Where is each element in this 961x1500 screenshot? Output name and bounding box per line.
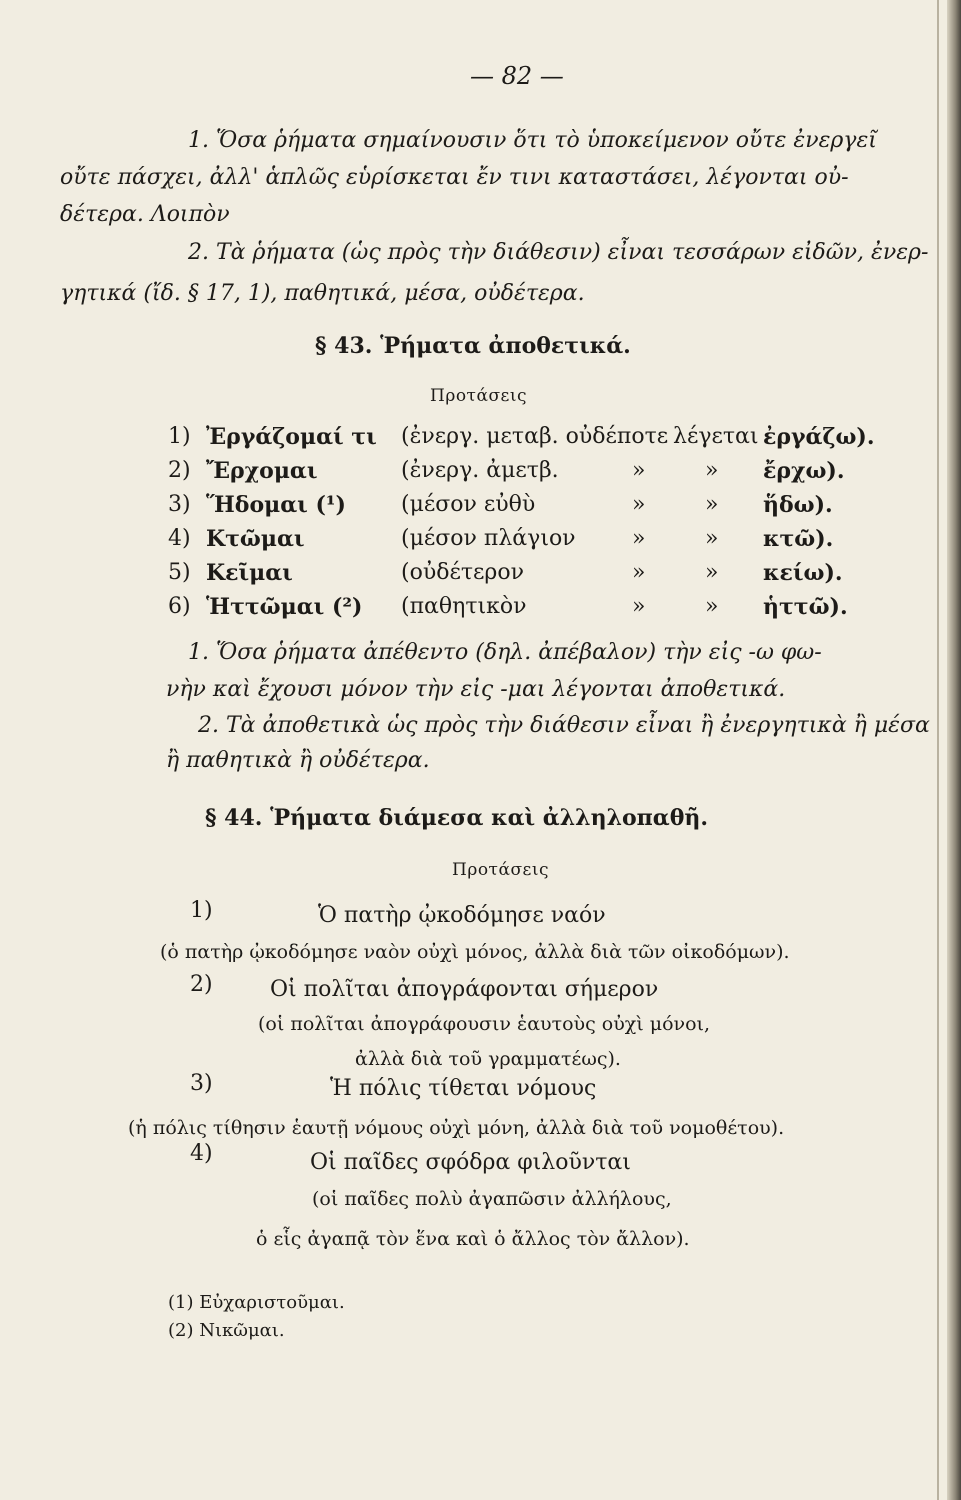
note-1-line-3: δέτερα. Λοιπὸν [60,202,230,227]
note-1-line-2: οὔτε πάσχει, ἀλλ' ἁπλῶς εὑρίσκεται ἔν τινι καταστάσει, λέγονται οὐ- [60,165,849,190]
section-43-title: § 43. Ῥήματα ἀποθετικά. [315,333,631,359]
proposition-number: 4) [190,1141,213,1166]
note-1-line-1: 1. Ὅσα ῥήματα σημαίνουσιν ὅτι τὸ ὑποκείμενον οὔτε ἐνεργεῖ [188,128,877,153]
example-description: (μέσον εὐθὺ [401,492,536,517]
note-2-line-2: γητικά (ἴδ. § 17, 1), παθητικά, μέσα, οὐδέτερα. [60,281,585,306]
page-edge-line [937,0,939,1500]
example-active-form: ἡττῶ). [763,594,848,620]
example-verb: Ἔρχομαι [206,458,318,484]
example-number: 3) [168,492,191,517]
example-ditto-1: λέγεται [673,424,759,449]
section-43-note-2-line-1: 2. Τὰ ἀποθετικὰ ὡς πρὸς τὴν διάθεσιν εἶναι ἢ ἐνεργητικὰ ἢ μέσα [198,713,930,738]
footnote-2: (2) Νικῶμαι. [168,1320,285,1341]
example-active-form: ἐργάζω). [763,424,875,450]
section-43-note-2-line-2: ἢ παθητικὰ ἢ οὐδέτερα. [166,748,430,773]
example-description: (παθητικὸν [401,594,527,619]
example-active-form: κτῶ). [763,526,834,552]
proposition-number: 1) [190,898,213,923]
book-spine-edge [947,0,961,1500]
section-43-note-1-line-1: 1. Ὅσα ῥήματα ἀπέθεντο (δηλ. ἀπέβαλον) τὴν εἰς -ω φω- [188,640,822,665]
example-number: 5) [168,560,191,585]
proposition-gloss: (ἡ πόλις τίθησιν ἑαυτῇ νόμους οὐχὶ μόνη, ἀλλὰ διὰ τοῦ νομοθέτου). [128,1117,785,1139]
example-active-form: ἥδω). [763,492,833,518]
example-ditto-2: » [705,458,719,483]
proposition-number: 3) [190,1071,213,1096]
proposition-gloss: ἀλλὰ διὰ τοῦ γραμματέως). [355,1048,621,1070]
note-2-line-1: 2. Τὰ ῥήματα (ὡς πρὸς τὴν διάθεσιν) εἶναι τεσσάρων εἰδῶν, ἐνερ- [188,240,929,265]
example-ditto-1: » [632,560,646,585]
proposition-text: Οἱ πολῖται ἀπογράφονται σήμερον [270,977,659,1002]
example-ditto-2: » [705,594,719,619]
example-number: 1) [168,424,191,449]
example-verb: Ἥδομαι (¹) [206,492,346,518]
example-verb: Ἐργάζομαί τι [206,424,377,450]
proposition-text: Οἱ παῖδες σφόδρα φιλοῦνται [310,1150,631,1175]
section-44-subheading: Προτάσεις [452,860,550,880]
example-number: 6) [168,594,191,619]
example-description: (ἐνεργ. ἀμετβ. [401,458,559,483]
proposition-text: Ἡ πόλις τίθεται νόμους [330,1076,597,1101]
section-43-note-1-line-2: νὴν καὶ ἔχουσι μόνον τὴν εἰς -μαι λέγονται ἀποθετικά. [166,677,786,702]
section-44-title: § 44. Ῥήματα διάμεσα καὶ ἀλληλοπαθῆ. [205,805,709,831]
example-ditto-1: » [632,492,646,517]
page-number: — 82 — [470,62,564,90]
proposition-text: Ὁ πατὴρ ᾠκοδόμησε ναόν [318,903,606,928]
examples-list [168,424,898,634]
footnote-1: (1) Εὐχαριστοῦμαι. [168,1292,345,1313]
example-ditto-2: » [705,560,719,585]
example-verb: Ἡττῶμαι (²) [206,594,363,620]
example-active-form: ἔρχω). [763,458,845,484]
example-number: 4) [168,526,191,551]
example-ditto-2: » [705,526,719,551]
proposition-number: 2) [190,972,213,997]
example-ditto-1: » [632,526,646,551]
proposition-gloss: (οἱ παῖδες πολὺ ἀγαπῶσιν ἀλλήλους, [312,1188,672,1210]
proposition-gloss: ὁ εἷς ἀγαπᾷ τὸν ἕνα καὶ ὁ ἄλλος τὸν ἄλλον). [256,1228,690,1250]
example-description: (οὐδέτερον [401,560,524,585]
example-verb: Κτῶμαι [206,526,305,552]
example-verb: Κεῖμαι [206,560,293,586]
example-number: 2) [168,458,191,483]
example-description: (μέσον πλάγιον [401,526,576,551]
section-43-subheading: Προτάσεις [430,386,528,406]
example-description: (ἐνεργ. μεταβ. οὐδέποτε [401,424,669,449]
example-ditto-1: » [632,458,646,483]
proposition-gloss: (ὁ πατὴρ ᾠκοδόμησε ναὸν οὐχὶ μόνος, ἀλλὰ διὰ τῶν οἰκοδόμων). [160,941,790,963]
proposition-gloss: (οἱ πολῖται ἀπογράφουσιν ἑαυτοὺς οὐχὶ μόνοι, [258,1013,711,1035]
example-ditto-2: » [705,492,719,517]
example-ditto-1: » [632,594,646,619]
example-active-form: κείω). [763,560,843,586]
